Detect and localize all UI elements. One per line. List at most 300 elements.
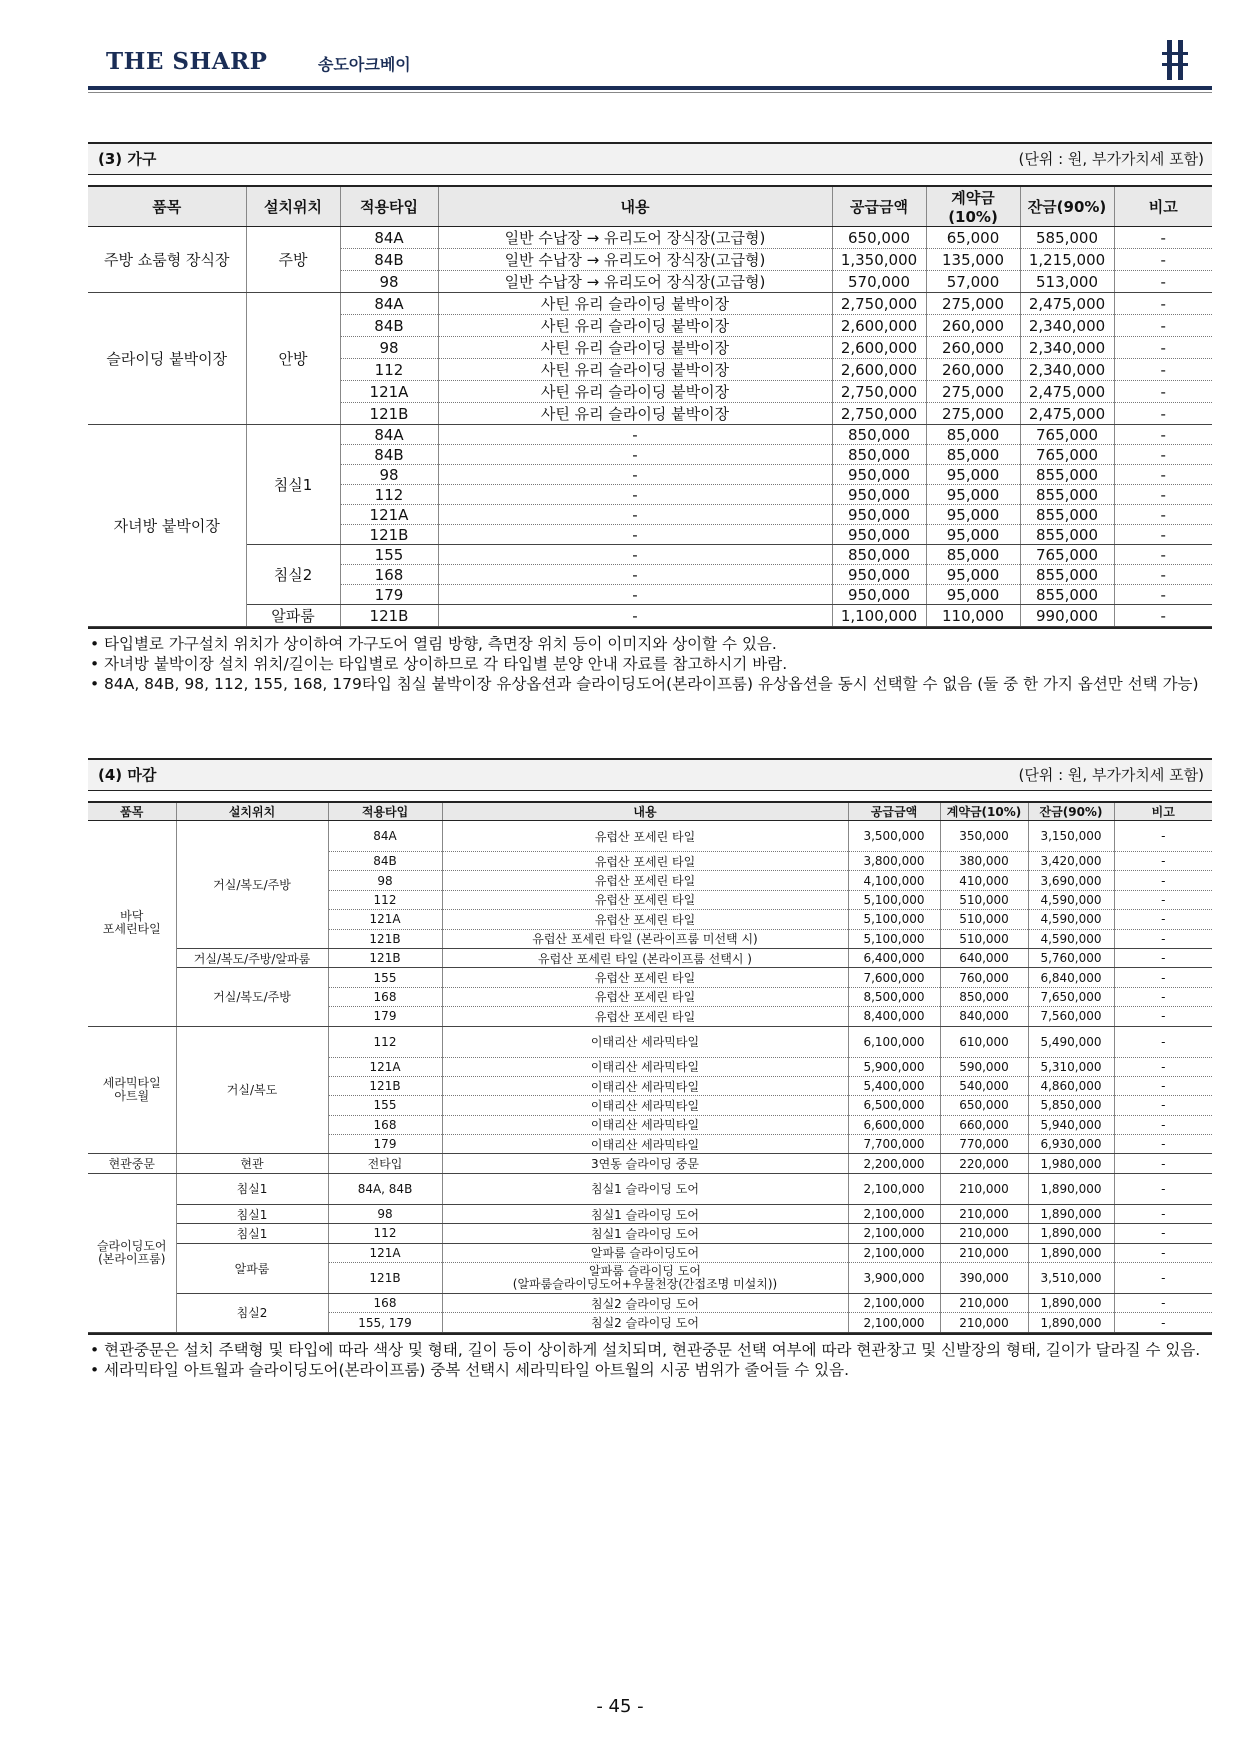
column-header: 적용타입: [328, 802, 442, 821]
type-cell: 121B: [328, 1076, 442, 1095]
note-item: • 타입별로 가구설치 위치가 상이하여 가구도어 열림 방향, 측면장 위치 등이 이미지와 상이할 수 있음.: [88, 635, 1212, 654]
balance-cell: 6,930,000: [1028, 1135, 1114, 1154]
deposit-cell: 610,000: [940, 1026, 1028, 1057]
column-header: 공급금액: [832, 186, 926, 227]
balance-cell: 1,215,000: [1020, 249, 1114, 271]
type-cell: 84A: [340, 293, 438, 315]
balance-cell: 1,890,000: [1028, 1313, 1114, 1332]
balance-cell: 1,980,000: [1028, 1154, 1114, 1173]
location-cell: 거실/복도/주방: [176, 968, 328, 1026]
content-cell: 알파룸 슬라이딩 도어 (알파룸슬라이딩도어+우물천장(간접조명 미설치)): [442, 1263, 848, 1294]
note-cell: -: [1114, 403, 1212, 425]
content-cell: -: [438, 585, 832, 605]
supply-amount-cell: 2,600,000: [832, 359, 926, 381]
balance-cell: 1,890,000: [1028, 1204, 1114, 1223]
deposit-cell: 260,000: [926, 337, 1020, 359]
table-row: [88, 1173, 1212, 1204]
deposit-cell: 350,000: [940, 821, 1028, 852]
note-cell: -: [1114, 1243, 1212, 1262]
location-cell: 거실/복도: [176, 1026, 328, 1154]
content-cell: 유럽산 포세린 타일: [442, 910, 848, 929]
content-cell: 침실2 슬라이딩 도어: [442, 1294, 848, 1313]
supply-amount-cell: 850,000: [832, 425, 926, 445]
deposit-cell: 85,000: [926, 445, 1020, 465]
note-cell: -: [1114, 821, 1212, 852]
supply-amount-cell: 4,100,000: [848, 871, 940, 890]
type-cell: 179: [328, 1007, 442, 1026]
deposit-cell: 57,000: [926, 271, 1020, 293]
type-cell: 168: [328, 1115, 442, 1134]
type-cell: 112: [328, 1224, 442, 1243]
supply-amount-cell: 950,000: [832, 525, 926, 545]
table-row: [88, 1204, 1212, 1223]
content-cell: 알파룸 슬라이딩도어: [442, 1243, 848, 1262]
balance-cell: 7,560,000: [1028, 1007, 1114, 1026]
content-cell: 이태리산 세라믹타일: [442, 1135, 848, 1154]
note-cell: -: [1114, 465, 1212, 485]
content-cell: 유럽산 포세린 타일: [442, 890, 848, 909]
note-cell: -: [1114, 337, 1212, 359]
location-cell: 침실2: [176, 1294, 328, 1333]
note-cell: -: [1114, 1115, 1212, 1134]
supply-amount-cell: 7,600,000: [848, 968, 940, 987]
note-cell: -: [1114, 315, 1212, 337]
note-cell: -: [1114, 890, 1212, 909]
content-cell: 유럽산 포세린 타일: [442, 852, 848, 871]
content-cell: 유럽산 포세린 타일: [442, 871, 848, 890]
table-row: [88, 293, 1212, 315]
supply-amount-cell: 850,000: [832, 545, 926, 565]
balance-cell: 1,890,000: [1028, 1294, 1114, 1313]
column-header: 내용: [438, 186, 832, 227]
column-header: 잔금(90%): [1028, 802, 1114, 821]
balance-cell: 855,000: [1020, 565, 1114, 585]
section-unit: (단위 : 원, 부가가치세 포함): [1018, 150, 1204, 168]
supply-amount-cell: 3,500,000: [848, 821, 940, 852]
supply-amount-cell: 6,400,000: [848, 948, 940, 967]
note-item: • 세라믹타일 아트월과 슬라이딩도어(본라이프룸) 중복 선택시 세라믹타일 아트월의 시공 범위가 줄어들 수 있음.: [88, 1361, 1212, 1380]
deposit-cell: 210,000: [940, 1294, 1028, 1313]
note-cell: -: [1114, 948, 1212, 967]
supply-amount-cell: 6,100,000: [848, 1026, 940, 1057]
balance-cell: 5,760,000: [1028, 948, 1114, 967]
balance-cell: 5,490,000: [1028, 1026, 1114, 1057]
note-cell: -: [1114, 1135, 1212, 1154]
type-cell: 98: [340, 337, 438, 359]
balance-cell: 5,850,000: [1028, 1096, 1114, 1115]
balance-cell: 2,475,000: [1020, 381, 1114, 403]
column-header: 공급금액: [848, 802, 940, 821]
supply-amount-cell: 5,400,000: [848, 1076, 940, 1095]
finishing-notes: [88, 1341, 1212, 1380]
type-cell: 84A, 84B: [328, 1173, 442, 1204]
type-cell: 121A: [328, 1057, 442, 1076]
content-cell: 유럽산 포세린 타일 (본라이프룸 선택시 ): [442, 948, 848, 967]
note-cell: -: [1114, 1224, 1212, 1243]
deposit-cell: 95,000: [926, 585, 1020, 605]
supply-amount-cell: 950,000: [832, 485, 926, 505]
deposit-cell: 650,000: [940, 1096, 1028, 1115]
supply-amount-cell: 2,750,000: [832, 293, 926, 315]
supply-amount-cell: 8,500,000: [848, 987, 940, 1006]
page-header: [88, 40, 1212, 88]
type-cell: 112: [340, 485, 438, 505]
content-cell: 사틴 유리 슬라이딩 붙박이장: [438, 403, 832, 425]
balance-cell: 2,475,000: [1020, 293, 1114, 315]
note-cell: -: [1114, 1173, 1212, 1204]
type-cell: 121B: [340, 403, 438, 425]
balance-cell: 855,000: [1020, 485, 1114, 505]
column-header: 계약금(10%): [926, 186, 1020, 227]
type-cell: 121B: [328, 948, 442, 967]
section-title: (3) 가구: [98, 150, 157, 168]
balance-cell: 1,890,000: [1028, 1173, 1114, 1204]
deposit-cell: 85,000: [926, 545, 1020, 565]
content-cell: 이태리산 세라믹타일: [442, 1096, 848, 1115]
balance-cell: 855,000: [1020, 465, 1114, 485]
finishing-table: [88, 801, 1212, 1333]
type-cell: 98: [340, 271, 438, 293]
balance-cell: 3,510,000: [1028, 1263, 1114, 1294]
brand-logo-text: THE SHARP: [106, 48, 268, 75]
content-cell: 유럽산 포세린 타일: [442, 821, 848, 852]
type-cell: 98: [328, 871, 442, 890]
content-cell: 사틴 유리 슬라이딩 붙박이장: [438, 337, 832, 359]
type-cell: 121A: [340, 381, 438, 403]
type-cell: 121A: [328, 1243, 442, 1262]
type-cell: 84B: [340, 249, 438, 271]
note-cell: -: [1114, 293, 1212, 315]
type-cell: 121B: [340, 605, 438, 627]
content-cell: 유럽산 포세린 타일: [442, 968, 848, 987]
supply-amount-cell: 6,500,000: [848, 1096, 940, 1115]
type-cell: 98: [340, 465, 438, 485]
supply-amount-cell: 1,100,000: [832, 605, 926, 627]
note-cell: -: [1114, 910, 1212, 929]
table-row: [88, 425, 1212, 445]
column-header: 비고: [1114, 186, 1212, 227]
note-cell: -: [1114, 565, 1212, 585]
location-cell: 알파룸: [246, 605, 340, 627]
note-cell: -: [1114, 445, 1212, 465]
table-header-row: [88, 186, 1212, 227]
content-cell: 일반 수납장 → 유리도어 장식장(고급형): [438, 227, 832, 249]
balance-cell: 5,940,000: [1028, 1115, 1114, 1134]
type-cell: 전타입: [328, 1154, 442, 1173]
balance-cell: 3,150,000: [1028, 821, 1114, 852]
note-cell: -: [1114, 1057, 1212, 1076]
type-cell: 179: [340, 585, 438, 605]
section-unit: (단위 : 원, 부가가치세 포함): [1018, 766, 1204, 784]
type-cell: 121A: [328, 910, 442, 929]
column-header: 품목: [88, 802, 176, 821]
note-cell: -: [1114, 852, 1212, 871]
note-cell: -: [1114, 1076, 1212, 1095]
type-cell: 84A: [340, 227, 438, 249]
type-cell: 112: [340, 359, 438, 381]
header-rule-thin: [88, 92, 1212, 93]
deposit-cell: 510,000: [940, 910, 1028, 929]
content-cell: 일반 수납장 → 유리도어 장식장(고급형): [438, 271, 832, 293]
deposit-cell: 770,000: [940, 1135, 1028, 1154]
deposit-cell: 760,000: [940, 968, 1028, 987]
supply-amount-cell: 2,100,000: [848, 1204, 940, 1223]
supply-amount-cell: 650,000: [832, 227, 926, 249]
deposit-cell: 840,000: [940, 1007, 1028, 1026]
location-cell: 주방: [246, 227, 340, 293]
note-cell: -: [1114, 425, 1212, 445]
balance-cell: 7,650,000: [1028, 987, 1114, 1006]
type-cell: 155: [340, 545, 438, 565]
supply-amount-cell: 6,600,000: [848, 1115, 940, 1134]
section-finishing: [88, 758, 1212, 1381]
table-row: [88, 605, 1212, 627]
balance-cell: 5,310,000: [1028, 1057, 1114, 1076]
table-row: [88, 1243, 1212, 1262]
supply-amount-cell: 2,600,000: [832, 315, 926, 337]
balance-cell: 1,890,000: [1028, 1224, 1114, 1243]
note-cell: -: [1114, 1263, 1212, 1294]
deposit-cell: 390,000: [940, 1263, 1028, 1294]
item-cell: 현관중문: [88, 1154, 176, 1173]
balance-cell: 765,000: [1020, 425, 1114, 445]
deposit-cell: 275,000: [926, 381, 1020, 403]
item-cell: 슬라이딩도어 (본라이프룸): [88, 1173, 176, 1332]
balance-cell: 2,340,000: [1020, 359, 1114, 381]
type-cell: 84B: [340, 445, 438, 465]
table-row: [88, 545, 1212, 565]
balance-cell: 990,000: [1020, 605, 1114, 627]
note-cell: -: [1114, 271, 1212, 293]
supply-amount-cell: 2,750,000: [832, 381, 926, 403]
content-cell: 사틴 유리 슬라이딩 붙박이장: [438, 293, 832, 315]
deposit-cell: 220,000: [940, 1154, 1028, 1173]
table-row: [88, 821, 1212, 852]
deposit-cell: 95,000: [926, 565, 1020, 585]
balance-cell: 2,475,000: [1020, 403, 1114, 425]
supply-amount-cell: 3,900,000: [848, 1263, 940, 1294]
type-cell: 168: [328, 987, 442, 1006]
balance-cell: 855,000: [1020, 585, 1114, 605]
content-cell: -: [438, 485, 832, 505]
note-cell: -: [1114, 871, 1212, 890]
brand-mark-icon: [1160, 38, 1190, 82]
deposit-cell: 85,000: [926, 425, 1020, 445]
deposit-cell: 95,000: [926, 485, 1020, 505]
deposit-cell: 275,000: [926, 403, 1020, 425]
deposit-cell: 95,000: [926, 525, 1020, 545]
column-header: 잔금(90%): [1020, 186, 1114, 227]
supply-amount-cell: 2,100,000: [848, 1313, 940, 1332]
note-cell: -: [1114, 605, 1212, 627]
item-cell: 슬라이딩 붙박이장: [88, 293, 246, 425]
type-cell: 84A: [340, 425, 438, 445]
location-cell: 침실1: [176, 1204, 328, 1223]
table-row: [88, 1026, 1212, 1057]
content-cell: 침실2 슬라이딩 도어: [442, 1313, 848, 1332]
item-cell: 세라믹타일 아트월: [88, 1026, 176, 1154]
type-cell: 84A: [328, 821, 442, 852]
location-cell: 침실1: [176, 1224, 328, 1243]
section-furniture: [88, 142, 1212, 695]
content-cell: -: [438, 525, 832, 545]
content-cell: -: [438, 565, 832, 585]
note-cell: -: [1114, 505, 1212, 525]
furniture-table-wrap: [88, 185, 1212, 629]
supply-amount-cell: 8,400,000: [848, 1007, 940, 1026]
note-cell: -: [1114, 968, 1212, 987]
content-cell: 침실1 슬라이딩 도어: [442, 1224, 848, 1243]
column-header: 비고: [1114, 802, 1212, 821]
deposit-cell: 590,000: [940, 1057, 1028, 1076]
section-title: (4) 마감: [98, 766, 157, 784]
location-cell: 거실/복도/주방/알파룸: [176, 948, 328, 967]
supply-amount-cell: 570,000: [832, 271, 926, 293]
balance-cell: 855,000: [1020, 505, 1114, 525]
deposit-cell: 510,000: [940, 890, 1028, 909]
deposit-cell: 260,000: [926, 315, 1020, 337]
supply-amount-cell: 2,100,000: [848, 1173, 940, 1204]
type-cell: 121B: [340, 525, 438, 545]
balance-cell: 765,000: [1020, 445, 1114, 465]
deposit-cell: 410,000: [940, 871, 1028, 890]
balance-cell: 4,590,000: [1028, 910, 1114, 929]
content-cell: 유럽산 포세린 타일: [442, 1007, 848, 1026]
column-header: 계약금(10%): [940, 802, 1028, 821]
supply-amount-cell: 5,100,000: [848, 890, 940, 909]
supply-amount-cell: 5,100,000: [848, 910, 940, 929]
balance-cell: 3,420,000: [1028, 852, 1114, 871]
page-number: - 45 -: [596, 1696, 644, 1717]
deposit-cell: 110,000: [926, 605, 1020, 627]
furniture-table: [88, 185, 1212, 627]
supply-amount-cell: 1,350,000: [832, 249, 926, 271]
supply-amount-cell: 950,000: [832, 565, 926, 585]
content-cell: -: [438, 465, 832, 485]
type-cell: 84B: [340, 315, 438, 337]
balance-cell: 2,340,000: [1020, 337, 1114, 359]
note-cell: -: [1114, 249, 1212, 271]
balance-cell: 2,340,000: [1020, 315, 1114, 337]
deposit-cell: 95,000: [926, 465, 1020, 485]
type-cell: 168: [340, 565, 438, 585]
deposit-cell: 660,000: [940, 1115, 1028, 1134]
balance-cell: 513,000: [1020, 271, 1114, 293]
content-cell: 침실1 슬라이딩 도어: [442, 1173, 848, 1204]
location-cell: 거실/복도/주방: [176, 821, 328, 949]
supply-amount-cell: 2,600,000: [832, 337, 926, 359]
type-cell: 112: [328, 1026, 442, 1057]
table-row: [88, 1154, 1212, 1173]
table-row: [88, 968, 1212, 987]
content-cell: 3연동 슬라이딩 중문: [442, 1154, 848, 1173]
type-cell: 155, 179: [328, 1313, 442, 1332]
content-cell: 사틴 유리 슬라이딩 붙박이장: [438, 381, 832, 403]
supply-amount-cell: 2,200,000: [848, 1154, 940, 1173]
column-header: 품목: [88, 186, 246, 227]
item-cell: 주방 쇼룸형 장식장: [88, 227, 246, 293]
balance-cell: 4,590,000: [1028, 929, 1114, 948]
deposit-cell: 65,000: [926, 227, 1020, 249]
note-cell: -: [1114, 545, 1212, 565]
balance-cell: 765,000: [1020, 545, 1114, 565]
supply-amount-cell: 850,000: [832, 445, 926, 465]
note-item: • 현관중문은 설치 주택형 및 타입에 따라 색상 및 형태, 길이 등이 상이하게 설치되며, 현관중문 선택 여부에 따라 현관창고 및 신발장의 형태, 길이가 달라질 수 있음.: [88, 1341, 1212, 1360]
deposit-cell: 95,000: [926, 505, 1020, 525]
content-cell: 이태리산 세라믹타일: [442, 1076, 848, 1095]
content-cell: 이태리산 세라믹타일: [442, 1026, 848, 1057]
note-cell: -: [1114, 1313, 1212, 1332]
type-cell: 112: [328, 890, 442, 909]
supply-amount-cell: 5,900,000: [848, 1057, 940, 1076]
type-cell: 155: [328, 1096, 442, 1115]
section-title-bar: [88, 758, 1212, 791]
table-row: [88, 227, 1212, 249]
type-cell: 155: [328, 968, 442, 987]
supply-amount-cell: 950,000: [832, 585, 926, 605]
finishing-table-wrap: [88, 801, 1212, 1335]
deposit-cell: 135,000: [926, 249, 1020, 271]
balance-cell: 1,890,000: [1028, 1243, 1114, 1262]
column-header: 적용타입: [340, 186, 438, 227]
column-header: 설치위치: [246, 186, 340, 227]
table-row: [88, 1294, 1212, 1313]
deposit-cell: 850,000: [940, 987, 1028, 1006]
supply-amount-cell: 2,100,000: [848, 1243, 940, 1262]
content-cell: 유럽산 포세린 타일 (본라이프룸 미선택 시): [442, 929, 848, 948]
content-cell: 이태리산 세라믹타일: [442, 1115, 848, 1134]
content-cell: 사틴 유리 슬라이딩 붙박이장: [438, 359, 832, 381]
deposit-cell: 540,000: [940, 1076, 1028, 1095]
table-header-row: [88, 802, 1212, 821]
deposit-cell: 210,000: [940, 1173, 1028, 1204]
location-cell: 알파룸: [176, 1243, 328, 1293]
location-cell: 침실1: [176, 1173, 328, 1204]
note-cell: -: [1114, 1096, 1212, 1115]
deposit-cell: 210,000: [940, 1313, 1028, 1332]
deposit-cell: 380,000: [940, 852, 1028, 871]
column-header: 설치위치: [176, 802, 328, 821]
brand-subtitle: 송도아크베이: [318, 55, 411, 74]
note-item: • 84A, 84B, 98, 112, 155, 168, 179타입 침실 붙박이장 유상옵션과 슬라이딩도어(본라이프룸) 유상옵션을 동시 선택할 수 없음 (둘 중 한 가지 옵션만 선택 가능): [88, 675, 1212, 694]
balance-cell: 4,590,000: [1028, 890, 1114, 909]
type-cell: 84B: [328, 852, 442, 871]
item-cell: 바닥 포세린타일: [88, 821, 176, 1027]
type-cell: 179: [328, 1135, 442, 1154]
location-cell: 안방: [246, 293, 340, 425]
type-cell: 121A: [340, 505, 438, 525]
deposit-cell: 640,000: [940, 948, 1028, 967]
type-cell: 168: [328, 1294, 442, 1313]
balance-cell: 585,000: [1020, 227, 1114, 249]
type-cell: 121B: [328, 929, 442, 948]
note-cell: -: [1114, 381, 1212, 403]
balance-cell: 855,000: [1020, 525, 1114, 545]
content-cell: -: [438, 425, 832, 445]
supply-amount-cell: 2,750,000: [832, 403, 926, 425]
content-cell: -: [438, 505, 832, 525]
note-cell: -: [1114, 585, 1212, 605]
content-cell: 이태리산 세라믹타일: [442, 1057, 848, 1076]
supply-amount-cell: 950,000: [832, 505, 926, 525]
content-cell: -: [438, 545, 832, 565]
note-cell: -: [1114, 987, 1212, 1006]
type-cell: 98: [328, 1204, 442, 1223]
content-cell: -: [438, 605, 832, 627]
balance-cell: 3,690,000: [1028, 871, 1114, 890]
note-cell: -: [1114, 1154, 1212, 1173]
deposit-cell: 510,000: [940, 929, 1028, 948]
